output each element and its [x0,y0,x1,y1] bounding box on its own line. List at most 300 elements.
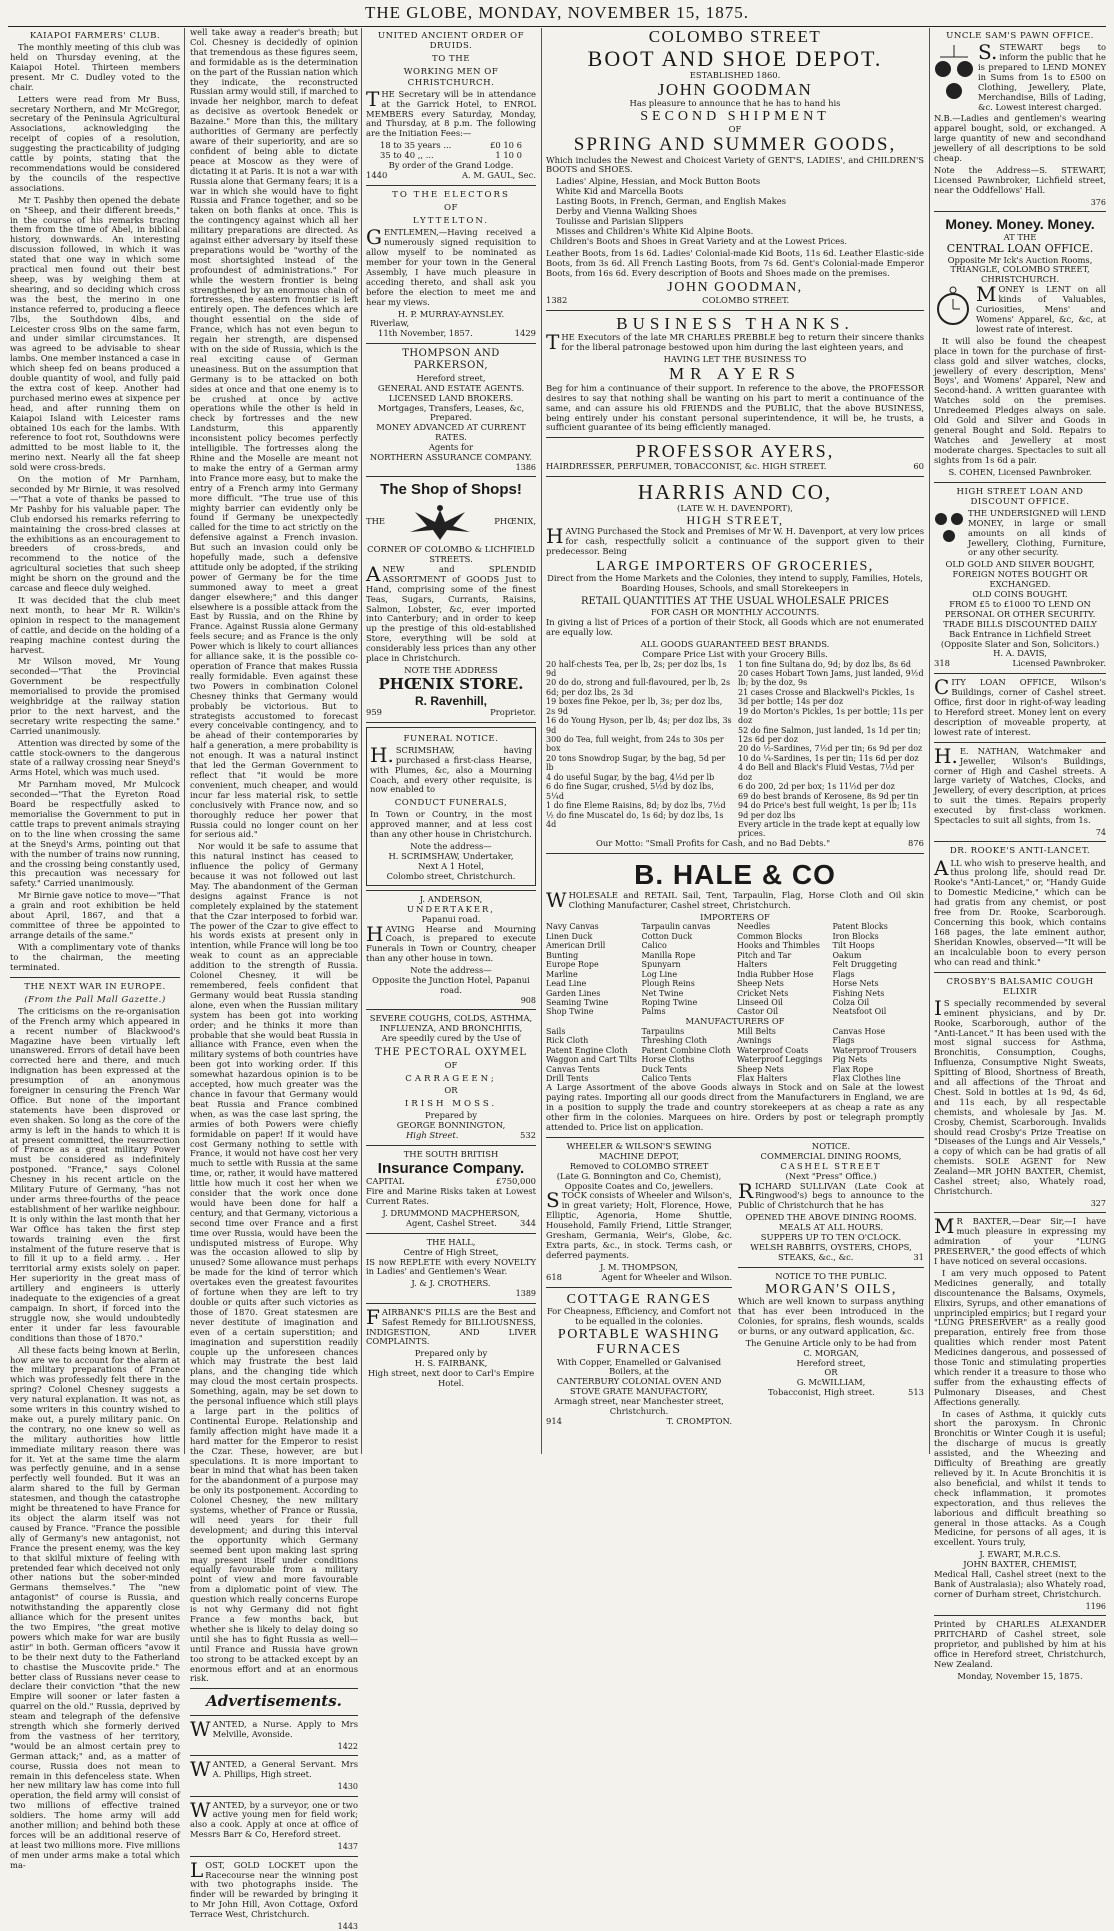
article-paragraph: Mr Birnie gave notice to move—"That a grain and root exhibition be held about April, 1867, and that a committee of three be appointed to arrange details of the same." [10,890,180,940]
article-paragraph: well take away a reader's breath; but Col. Chesney is decidedly of opinion that tremendous as these figures seem, and formidable as is the determination on the part of the Russian nation which they indicate, the reconstructed Russian army would still, if marched to invade her neighbor, march to defeat as decisive as overtook Benedek or Bazaine." More than this, the military authorities of Germany are perfectly aware of their superiority, and are so confident of being able to dictate peace at Moscow as they were of dictating it at Paris. It is not a war with Russia alone that Germany fears; it is a war in which she would have to fight Russia and France together, and so be taken on both flanks at once. This is the contingency against which all her military preparations are directed. As against either adversary by itself these preparations would be "worthy of the most shortsighted instead of the profoundest of administrations." For while the western frontier is being strengthened by an enormous chain of fortresses, the eastern frontier is left entirely open. The defences which are thought essential on the side of France, which has not even begun to regain her strength, are dispensed with on the side of Russia, which is the real exciting cause of German uneasiness. But on the assumption that Germany is to be attacked on both sides at once and that one enemy is to be crushed at once by active operations while the other is held in check by fortresses and the new Landsturm, this apparently inconsistent policy becomes perfectly intelligible. The fortresses along the Rhine and the Moselle are meant not to make the entry of a German army into France more easy, but to make the entry of a French army into Germany more difficult. "The true use of this mighty barrier can evidently only be found if Germany be unexpectedly called for the time to act strictly on the defensive against a French invasion. But such an invasion could only be hopefully made, such a defensive attitude only be adopted, if the striking power of Germany be for the time summoned away to meet a great danger elsewhere;" and this danger elsewhere is a possible attack from the East by Russia, and on the Rhine by France. Against Russia alone Germany feels secure; and as France is the only Power which is likely to court alliances for alliance sake, it is the possible co-operation of France that makes Russia really formidable. Even against these two Powers in combination Colonel Chesney thinks that Germany would probably be victorious. But to strategists accustomed to forecast every conceivable contingency, and to be ahead of their contemporaries by half a generation, a mere probability is not enough. It was a natural instinct that led the German Government to reflect that "it would be more convenient, much cheaper, and would incur far less material risk, to settle conclusively with France now, and so thoroughly reduce her power that Russia could no longer count on her for serious aid." [190,27,358,840]
hc-price-list [546,660,924,839]
price-item: 4 do Bell and Black's Fluid Vestas, 7½d per doz [738,763,915,782]
professor-ayers: PROFESSOR AYERS, [635,441,835,462]
cottage-sub: For Cheapness, Efficiency, and Comfort not to be equalled in the colonies. [546,1305,732,1326]
money-title: Money. Money. Money. [945,216,1095,233]
classified-ad: WANTED, by a surveyor, one or two active young men for field work; also a cook. Apply at once at office of Messrs Barr & Co, Hereford street. [190,1797,358,1840]
tp-line: MONEY ADVANCED AT CURRENT RATES. [376,422,526,443]
cottage-ranges: COTTAGE RANGES [566,1291,712,1307]
bh-manus-grid [546,1027,924,1084]
bt-name: MR AYERS [669,364,801,384]
ad-number: 1389 [515,1289,536,1299]
hall-sign: J. & J. CROTHERS. [411,1278,491,1289]
manufacture-item: Sails [546,1026,566,1036]
ad-number: 908 [520,995,536,1005]
ad-number: 1429 [514,328,536,339]
advertisements-title: Advertisements. [206,1692,342,1711]
notice-line: COMMERCIAL DINING ROOMS, [760,1150,902,1161]
price-item: 6 do 200, 2d per box; 1s 11½d per doz [738,782,895,792]
cs-item: Derby and Vienna Walking Shoes [556,206,697,217]
manufacture-item: Calico Tents [641,1073,692,1083]
price-item: 20 do ½-Sardines, 7½d per tin; 6s 9d per doz [738,744,923,754]
hs-line: H. A. DAVIS, [993,648,1047,659]
import-item: Felt Druggeting [832,960,898,970]
shop-note: NOTE THE ADDRESS [404,665,498,675]
druids-to: TO THE [431,54,470,65]
oxymel-irish-moss: IRISH MOSS. [404,1098,498,1109]
fairbank-prep: Prepared only by [414,1348,488,1359]
funeral-address: Next A 1 Hotel, [418,861,484,871]
pawn-balls-icon [934,43,974,105]
morgan-sign: G. McWILLIAM, [796,1377,866,1388]
shop-phoenix: PHŒNIX, [494,516,536,527]
notice-body: RICHARD SULLIVAN (Late Cook at Ringwood's) begs to announce to the Public of Christchurch that he has [738,1178,924,1211]
import-item: Tarpaulin canvas [641,922,711,932]
import-item: Castor Oil [737,1007,779,1017]
ad-number: 1386 [515,463,536,472]
bh-body: WHOLESALE and RETAIL Sail, Tent, Tarpaulin, Flag, Horse Cloth and Oil skin Clothing Manufacturer, Cashel street, Christchurch. [546,887,924,912]
money-line: CHRISTCHURCH. [980,274,1060,285]
import-item: Horse Nets [832,979,879,989]
cs-established: ESTABLISHED 1860. [689,69,781,80]
price-item: 19 boxes fine Pekoe, per lb, 3s; per doz lbs, 2s 9d [546,697,723,716]
druids-order: By order of the Grand Lodge. [388,160,514,171]
article-paragraph: Mr T. Pashby then opened the debate on "Sheep, and their different breeds," in the course of his remarks tracing them from the time of Abel, in biblical history, downwards. An interesting discussion followed, in which it was stated that one way in which some practical men found out their best sheep, was by weighing them at shearing, and so deciding which cross was the best, the merino in one instance referred to, producing a fleece 7lbs, the Southdown 4lbs, and Leicester cross 9lbs on the same farm, and under similar circumstances. It was agreed to be advisable to shear lambs. One member instanced a case in which sheep fed on beans produced a double quantity of wool, and fully paid the extra cost of keep. Another had purchased merino ewes at sixpence per head, and after running them on Kaiapoi Island with Leicester rams obtained 10s each for the lambs. With reference to foot rot, Southdowns were admitted to be most liable to it, the merino next. Nearly all the fat sheep sold were cross-breds. [10,194,180,473]
article-paragraph: Mr Parnham moved, Mr Mulcock seconded—"That the Eyreton Road Board be respectfully asked to memorialise the Government to put in cattle traps to prevent animals straying on to the line when crossing the same at the Sneyd's Arms, pointing out that with the number of trains now running, and the crossing being constantly used, this precaution was necessary for safety." Carried unanimously. [10,779,180,889]
section-divider [934,972,1106,973]
druids-body: THE Secretary will be in attendance at the Garrick Hotel, to ENROL MEMBERS every Saturday, Monday, and Thursday, at 8 p.m. The following are the Initiation Fees:— [366,86,536,139]
manufacture-item: Awnings [737,1036,772,1046]
oxymel-street: High Street. [406,1129,459,1140]
baxter-sign: JOHN BAXTER, CHEMIST, [963,1559,1077,1570]
notice-heading: NOTICE. [811,1140,851,1151]
import-item: Fishing Nets [832,988,885,998]
baxter-sign: J. EWART, M.R.C.S. [979,1549,1061,1560]
colombo-title: COLOMBO STREET [648,27,822,46]
notice-opened: OPENED THE ABOVE DINING ROOMS. [745,1212,917,1223]
import-item: Linen Duck [546,931,593,941]
cs-sub: Has pleasure to announce that he has to hand his [629,98,841,109]
funeral-box [366,727,536,886]
morgan-genuine: The Genuine Article only to be had from [745,1337,917,1348]
electors-date-2: 11th November, 1857. [378,328,473,339]
section-divider [738,1267,924,1268]
pa-sub: HAIRDRESSER, PERFUMER, TOBACCONIST, &c. HIGH STREET. [546,461,827,472]
notice-welsh: WELSH RABBITS, OYSTERS, CHOPS, [750,1241,912,1252]
ad-number: 327 [1090,1198,1106,1208]
import-item: Neatsfoot Oil [832,1007,887,1017]
fee-age: 18 to 35 years ... [380,140,452,151]
capital-amount: £750,000 [496,1176,536,1187]
morgan-heading: NOTICE TO THE PUBLIC. [775,1270,887,1281]
import-item: Seaming Twine [546,997,609,1007]
crosby-heading: CROSBY'S BALSAMIC COUGH ELIXIR [946,976,1094,997]
section-divider [366,1145,536,1146]
price-item: 19 do Morton's Pickles, 1s per bottle; 11s per doz [738,706,924,726]
ad-number: 1382 [546,294,568,305]
fairbank-addr: High street, next door to Carl's Empire Hotel. [367,1368,535,1389]
import-item: Net Twine [641,988,684,998]
section-divider [366,722,536,723]
insurance-addr: Agent, Cashel Street. [406,1217,497,1228]
funeral-body-2: In Town or Country, in the most approved manner, and at less cost than any other house in Christchurch. [370,809,532,840]
import-item: Patent Blocks [832,922,888,932]
section-divider [366,1303,536,1304]
import-item: Plough Reins [641,979,695,989]
article-paragraph: The criticisms on the re-organisation of the French army which appeared in a recent number of Blackwood's Magazine have been virtually left unanswered. Errors of detail have been corrected here and there, and much indignation has been expressed at the presumption of an anonymous foreigner in censuring the French War Office. But none of the important statements have been disproved or even shaken. So long as the core of the army is left in the hands to which it is at present committed, the resurrection of France as a great military Power must be considered as indefinitely postponed. "France," says Colonel Chesney in his recent article on the Military Future of Germany, "has not under arms three-fourths of the peace establishment of her warlike neighbour. It is only within the last month that her War Office has taken the first step towards training even the first instalment of the future reserve that is to fill it up to a field army. . . Her territorial army exists solely on paper. Her superiority in the great mass of artillery and engineers is utterly inadequate to the exigencies of a great campaign. In short, if forced into the struggle now, she would undoubtedly enter it under far less favourable conditions than those of 1870." [10,1005,180,1343]
section-divider [546,476,924,477]
section-divider [934,673,1106,674]
import-item: Oakum [832,950,862,960]
hc-body-2: Direct from the Home Markets and the Colonies, they intend to supply, Families, Hotels, Boarding Houses, Schools, and small Storekeepers in [547,573,923,594]
manufacture-item: Canvas Tents [546,1064,600,1074]
war-heading: THE NEXT WAR IN EUROPE. [24,981,166,992]
section-divider [10,977,180,978]
section-divider [190,1856,358,1857]
electors-town: LYTTELTON. [412,216,490,227]
manufacture-item: Duck Tents [641,1064,687,1074]
electors-date-1: Riverlaw, [370,318,410,329]
bh-imports-grid [546,922,924,1016]
uncle-heading: UNCLE SAM'S PAWN OFFICE. [946,31,1094,41]
shop-corner: CORNER OF COLOMBO & LICHFIELD STREETS. [367,544,535,565]
import-item: Shop Twine [546,1007,594,1017]
price-item: Every article in the trade kept at equally low prices. [738,819,920,839]
money-line: Opposite Mr Ick's Auction Rooms, [947,254,1093,265]
ad-number: 1430 [337,1782,358,1792]
oxymel-or: OR [444,1084,458,1095]
manufacture-item: Waterproof Trousers [832,1045,917,1055]
import-item: Manilla Rope [641,950,696,960]
article-paragraph: Attention was directed by some of the cattle stock-owners to the dangerous state of a railway crossing near Sneyd's Arms Hotel, which was much used. [10,737,180,778]
bh-body-2: A Large Assortment of the above Goods always in Stock and on Sale at the lowest paying rates. Importing all our goods direct from the Manufacturers in England, we are in a position to supply the trade and country storekeepers at as cheap a rate as any other firm in the colonies. Marquees on hire. Orders by post or telegraph promptly attended to. Price list on application. [546,1082,924,1132]
morgan-last: Tobacconist, High street. [768,1387,875,1398]
portable-body: With Copper, Enamelled or Galvanised Boilers, at the [556,1356,722,1377]
import-item: Tilt Hoops [832,941,875,951]
uncle-addr: Note the Address—S. STEWART, Licensed Pawnbroker, Lichfield street, near the Oddfellows' Hall. [934,165,1106,195]
shop-of-shops: The Shop of Shops! [380,481,522,499]
hall-title: THE HALL, [426,1236,476,1247]
import-item: Linseed Oil [737,997,783,1007]
ad-number: 31 [913,1251,924,1262]
section-divider [190,1796,358,1797]
section-divider [934,482,1106,483]
manufacture-item: Flax Halters [737,1073,788,1083]
bh-manufacturers: MANUFACTURERS OF [685,1015,785,1026]
morgan-sign: OR [824,1367,838,1378]
baxter-body: MR BAXTER,—Dear Sir,—I have much pleasure in expressing my admiration of your "LUNG PRESERVER," the good effects of which I have noticed on several occasions. [934,1214,1106,1266]
cs-item: Lasting Boots, in French, German, and English Makes [556,196,787,207]
manufacture-item: Drill Tents [546,1073,589,1083]
portable-furnaces: FURNACES [596,1342,682,1358]
portable-washing: PORTABLE WASHING [557,1326,721,1342]
city-body: CITY LOAN OFFICE, Wilson's Buildings, corner of Cashel street. Office, first door in right-of-way leading to Hereford street. Money lent on every description of moveable property, at lowest rate of interest. [934,675,1106,737]
cs-item: Children's Boots and Shoes in Great Variety and at the Lowest Prices. [550,235,848,246]
manufacture-item: Pig Nets [832,1055,868,1065]
money-at: AT THE [1003,231,1037,242]
classified-ad: WANTED, a General Servant. Mrs A. Phillips, High street. [190,1757,358,1782]
notice-meals: MEALS AT ALL HOURS. [778,1222,883,1233]
import-item: Bunting [546,950,579,960]
price-item: 21 cases Crosse and Blackwell's Pickles, 1s 3d per bottle; 14s per doz [738,687,915,707]
hs-line: TRADE BILLS DISCOUNTED DAILY [943,618,1097,629]
ad-number: 876 [908,837,924,848]
ad-number: 344 [520,1217,536,1228]
anderson-body: HAVING Hearse and Mourning Coach, is prepared to execute Funerals in Town or Country, cheaper than any other house in town. [366,921,536,964]
fee-amount: £0 10 6 [490,140,522,151]
article-paragraph: Mr Wilson moved, Mr Young seconded—"That the Provincial Government be respectfully memorialised to provide the promised weighbridge at the railway station prior to the next harvest, and the secretary write respecting the same." Carried unanimously. [10,656,180,736]
electors-sign: H. P. MURRAY-AYNSLEY. [397,308,505,319]
price-item: 52 do fine Salmon, just landed, 1s 1d per tin; 12s 6d per doz [738,725,921,744]
ad-number: 618 [546,1271,562,1282]
column-rule [184,28,185,1454]
import-item: Spunyarn [641,960,681,970]
money-sign: S. COHEN, Licensed Pawnbroker. [948,466,1092,477]
shop-the: THE [366,516,386,527]
hs-line: FROM £5 to £1000 TO LEND ON PERSONAL OR OTHER SECURITY. [944,598,1096,619]
ww-agent: Agent for Wheeler and Wilson. [601,1271,732,1282]
imprint-date: Monday, November 15, 1875. [957,1670,1083,1681]
insurance-body: Fire and Marine Risks taken at Lowest Current Rates. [366,1186,536,1207]
column-5 [930,28,1110,1681]
ww-line: (Late G. Bonnington and Co, Chemist), [556,1170,722,1181]
fee-age: 35 to 40 ,, ... [380,150,434,161]
ad-number: 1196 [1085,1601,1106,1611]
watch-icon [934,285,972,327]
funeral-address: Colombo street, Christchurch. [386,870,516,881]
oxymel-of: OF [444,1059,458,1070]
cs-item: Misses and Children's White Kid Alpine Boots. [556,225,754,236]
ww-title: WHEELER & WILSON'S SEWING MACHINE DEPOT, [566,1140,712,1161]
masthead-rule [8,26,1106,27]
section-divider [934,742,1106,743]
cs-sign-street: COLOMBO STREET. [702,294,790,305]
uncle-body: S.STEWART begs to inform the public that he is prepared to LEND MONEY in Sums from 1s to £500 on Clothing, Jewellery, Plate, Merchandise, Bills of Lading, &c. Lowest interest charged. [978,40,1106,112]
thompson-parkerson: THOMPSON AND PARKERSON, [402,348,500,372]
import-item: Log Line [641,969,678,979]
hc-retail: RETAIL QUANTITIES AT THE USUAL WHOLESALE PRICES [581,596,889,608]
insurance-title: Insurance Company. [377,1159,525,1177]
cs-item: Ladies' Alpine, Hessian, and Mock Button Boots [556,176,761,187]
section-divider [366,476,536,477]
article-paragraph: With a complimentary vote of thanks to the chairman, the meeting terminated. [10,941,180,972]
section-divider [190,1688,358,1689]
hs-sign: Licensed Pawnbroker. [1012,658,1106,669]
imprint: Printed by CHARLES ALEXANDER PRITCHARD of Cashel street, sole proprietor, and published by him at his office in Hereford street, Christchurch, New Zealand. [934,1619,1106,1669]
hc-late: (LATE W. H. DAVENPORT), [677,503,793,514]
baxter-body-2: I am very much opposed to Patent Medicines generally, and totally discountenance the Balsams, Oxymels, Elixirs, Syrups, and other emanations of unprincipled empirics; but I regard your "LUNG PRESERVER" as a really good preparation, entirely free from those qualities which render most Patent Medicines dangerous, and possessed of those Tonic and stimulating properties which render it a treasure to those who suffer from the exhausting effects of Pulmonary Diseases, and Chest Affections generally. [934,1267,1106,1407]
hs-line: OLD GOLD AND SILVER BOUGHT, FOREIGN NOTES BOUGHT OR EXCHANGED. [945,559,1095,590]
hc-all: ALL GOODS GUARANTEED BEST BRANDS. [640,638,830,649]
hall-body: IS now REPLETE with every NOVELTY in Ladies' and Gentlemen's Wear. [366,1256,536,1277]
uncle-nb: N.B.—Ladies and gentlemen's wearing apparel bought, sold, or exchanged. A large quantity of new and secondhand jewellery of all descriptions to be sold cheap. [934,113,1106,164]
manufacture-item: Canvas Hose [832,1026,886,1036]
harris-title: HARRIS AND CO, [637,480,833,505]
funeral-address: H. SCRIMSHAW, Undertaker, [388,851,514,862]
column-1 [6,28,184,1870]
hc-body-3: In giving a list of Prices of a portion of their Stock, all Goods which are not enumerated are equally low. [546,616,924,637]
money-central: CENTRAL LOAN OFFICE. [946,241,1094,255]
import-item: Navy Canvas [546,922,599,932]
section-divider [190,1755,358,1756]
cs-name: JOHN GOODMAN [657,79,813,99]
funeral-address: Note the address— [410,841,492,852]
ww-line: Removed to COLOMBO STREET [569,1160,709,1171]
hc-motto: Our Motto: "Small Profits for Cash, and no Bad Debts." [596,837,831,848]
price-item: 300 do Tea, full weight, from 24s to 30s per box [546,735,724,754]
price-item: 1 ton fine Sultana do, 9d; by doz lbs, 8s 6d [738,659,911,669]
druids-working-men: WORKING MEN OF CHRISTCHURCH. [403,67,499,88]
notice-line: (Next "Press" Office.) [785,1170,877,1181]
manufacture-item: Rick Cloth [546,1036,589,1046]
price-item: 20 cases Hobart Town Jams, just landed, 9½d lb; by the doz, 9s [738,668,924,688]
hc-large: LARGE IMPORTERS OF GROCERIES, [596,558,874,574]
ww-line: Opposite Coates and Co, jewellers. [564,1180,714,1191]
fairbank-body: FAIRBANK'S PILLS are the Best and Safest Remedy for BILLIOUSNESS, INDIGESTION, AND LIVER COMPLAINTS. [366,1304,536,1347]
manufacture-item: Sheep Nets [737,1064,784,1074]
hc-cash: FOR CASH OR MONTHLY ACCOUNTS. [650,606,820,617]
boot-shoe-depot: BOOT AND SHOE DEPOT. [587,45,883,71]
section-divider [366,890,536,891]
ad-number: 376 [1090,197,1106,207]
electors-heading: TO THE ELECTORS [392,189,510,200]
capital-label: CAPITAL [366,1176,405,1187]
morgan-sign: Hereford street, [796,1357,866,1368]
hale-title: B. HALE & CO [634,858,836,890]
tp-line: GENERAL AND ESTATE AGENTS. [377,382,525,393]
portable-sign: T. CROMPTON. [666,1416,732,1427]
druids-heading: UNITED ANCIENT ORDER OF DRUIDS. [377,31,525,52]
import-item: Needles [737,922,770,932]
cs-body: Which includes the Newest and Choicest Variety of GENT'S, LADIES', and CHILDREN'S BOOTS and SHOES. [546,154,924,175]
import-item: Pitch and Tar [737,950,792,960]
ad-number: 1437 [337,1842,358,1852]
morgan-title: MORGAN'S OILS, [765,1281,897,1297]
article-paragraph: All these facts being known at Berlin, how are we to account for the alarm at the military preparations of France which was professedly felt there in the spring? Colonel Chesney suggests a very natural explanation. It was not, as some writers in this country wished to make out, a purely military panic. On the contrary, no one knew so well as the military authorities how little immediate military reason there was for it. Yet at the same time the alarm was perfectly genuine, and in a sense perfectly well founded. But it was an alarm shared to the full by German statesmen, and though the catastrophe might be threatened to have France for its object the alarm itself was not caused by France. "France the possible ally of Germany's new antagonist, not France the present enemy, was the key to that skilful mixture of feeling with pretended fear which deceived not only other nations but the sober-minded Germans themselves." The "new antagonist" of course is Russia, and notwithstanding the apparently close alliance which for the present unites the two Empires, "the great motive powers which make for war are busily astir" in both. German officers "avow it to be their next duty to the Fatherland to chastise the Muscovite pride." The better class of Russians never cease to declare their conviction "that the new Empire will sooner or later fasten a quarrel on the old." Russia, deprived by steam and telegraph of the defensive strength which she formerly derived from the vastness of her territory, "would be an almost certain prey to German attack;" and, as a matter of course, Russia does not mean to remain in this defenceless state. When her new military law has come into full operation, the field army will consist of two millions of effective trained soldiers. The home army will add another million; and behind both these forces will be an additional reserve of at least two millions more. Five millions of men under arms make a total which ma- [10,1344,180,1870]
kaiapoi-heading: KAIAPOI FARMERS' CLUB. [29,31,161,41]
classified-ad: LOST, GOLD LOCKET upon the Racecourse near the winning post with two photographs inside. The finder will be rewarded by bringing it to Mr John Hill, Avon Cottage, Oxford Terrace West, Christchurch. [190,1857,358,1920]
article-paragraph: On the motion of Mr Parnham, seconded by Mr Birnie, it was resolved—"That a vote of thanks be passed to Mr Pashby for his valuable paper. The Club endorsed his remarks referring to maintaining the cross-bred classes at the exhibitions as an encouragement to breeders of cross-breds, and recommend to the notice of the agricultural societies that such sheep might be shorn on the ground and the carcase and fleece duly weighed. [10,474,180,594]
ad-number: 1443 [337,1922,358,1931]
nathan-body: H.E. NATHAN, Watchmaker and Jeweller, Wilson's Buildings, corner of High and Cashel streets. A large variety of Watches, Clocks, and Jewellery, of every description, at prices to suit the times. Repairs properly executed by first-class workmen. Spectacles to suit all sights, from 1s. [934,743,1106,826]
price-item: 94 do Price's best full weight, 1s per lb; 11s 9d per doz lbs [738,801,917,820]
ad-number: 318 [934,658,950,669]
import-item: Iron Blocks [832,931,879,941]
hc-compare: Compare Price List with your Grocery Bills. [642,648,828,659]
oxymel-carrageen: CARRAGEEN; [405,1073,497,1084]
baxter-body-3: In cases of Asthma, it quickly cuts short the paroxysm. In Chronic Bronchitis or Winter Cough it is useful; the discharge of mucus is greatly assisted, and the Wheezing and Difficulty of Breathing are greatly relieved by it. In Acute Bronchitis it is also beneficial, and whilst it tends to check inflammation, it promotes expectoration, and thus relieves the laborious and difficult breathing so general in those attacks. As a Cough Medicine, for persons of all ages, it is excellent. Yours truly, [934,1408,1106,1548]
hc-street: HIGH STREET, [686,513,784,528]
section-divider [546,853,924,854]
import-item: Common Blocks [737,931,803,941]
import-item: Garden Lines [546,988,601,998]
section-divider [934,841,1106,842]
cs-second-shipment: SECOND SHIPMENT [640,109,830,125]
tp-line: Mortgages, Transfers, Leases, &c, Prepared. [377,402,525,423]
section-divider [934,1212,1106,1213]
oxymel-title: THE PECTORAL OXYMEL [375,1047,527,1059]
price-item: 4 do useful Sugar, by the bag, 4½d per lb [546,772,715,782]
section-divider [366,1233,536,1234]
manufacture-item: Patent Combine Cloth [641,1045,731,1055]
manufacture-item: Waterproof Leggings [737,1055,823,1065]
funeral-heading: FUNERAL NOTICE. [403,733,499,744]
portable-addr: Armagh street, near Manchester street, Christchurch. [554,1396,724,1417]
coughs-heading: SEVERE COUGHS, COLDS, ASTHMA, INFLUENZA, AND BRONCHITIS, [369,1013,533,1034]
column-4 [542,28,928,1454]
cs-item: White Kid and Marcella Boots [556,186,684,197]
import-item: Cotton Duck [641,931,693,941]
anderson-role: UNDERTAKER, [407,903,495,914]
section-divider [546,437,924,438]
manufacture-item: Flags [832,1036,855,1046]
section-divider [934,211,1106,212]
section-divider [546,1287,732,1288]
manufacture-item: Flax Clothes line [832,1073,901,1083]
money-body: MONEY is LENT on all kinds of Valuables, Curiosities, Mens' and Womens' Apparel, &c, &c, at lowest rate of interest. [976,282,1106,334]
column-3 [362,28,540,1454]
notice-suppers: SUPPERS UP TO TEN O'CLOCK. [760,1232,902,1243]
price-item: 1 do fine Eleme Raisins, 8d; by doz lbs, 7½d [546,801,726,811]
article-paragraph: Nor would it be safe to assume that this natural instinct has ceased to influence the policy of Germany because it was not followed out last May. The abandonment of the German designs against France is not completely explained by the statement that the Czar interposed to forbid war. The power of the Czar to give effect to his words exists at present only in intention, while France will long be too weak to count as an appreciable addition to the strength of Russia. Colonel Chesney, it will be remembered, feels confident that Germany would beat Russia standing alone, even when the Russian military system has been got into working order; and he thinks it more than probable that she would beat Russia in alliance with France, even when the military systems of both countries have been got into working order. If this somewhat hazardous opinion is to be accepted, how much greater was the chance in favour that Germany would beat Russia and France combined when, as was the case last spring, the armies of both Powers were chiefly formidable on paper! If it would have cost Germany nothing to settle with France, it would not have cost her very much to settle with Russia at the same time, or, rather, it would have mattered little how much it cost her when we consider that the work once done would have been done for half a century, and that Germany, victorious a second time over France and a first time over Russia, would have been the undisputed mistress of Europe. Why was the occasion allowed to slip by unused? Some allowance must perhaps be made for the kind of terror which overtakes even the greatest favourites of fortune when they are left to try double or quits after such victories as those of 1870. Great statesmen are never destitute of imagination and even of a certain superstition; and imagination and superstition readily couple up the unforeseen chances which may frustrate the best laid plans, and the changing tide which may cloud the most certain prospects. Something, again, may be set down to the personal influence which still plays a large part in the politics of Continental Europe. Relationship and family affection might have made it a hard matter for the Emperor to resist the Czar. These, however, are but speculations. It is more important to bear in mind that what has been taken for the abandonment of a purpose may be only its postponement. According to Colonel Chesney, the new military systems, whether of France or Russia, will need years for their full development; and during this interval the opportunity which Germany seemed bent upon making last spring may present itself under conditions equally favourable from a military point of view and more favourable from a diplomatic point of view. The question which really concerns Europe is not why Germany did not fight France a few months back, but whether she is likely to delay doing so until she has to fight Russia as well—until France and Russia have grown too strong to be attacked except by an enormous effort and at an enormous risk. [190,841,358,1684]
fairbank-name: H. S. FAIRBANK, [414,1358,488,1369]
funeral-conduct: CONDUCT FUNERALS, [394,798,508,809]
tp-line: NORTHERN ASSURANCE COMPANY. [369,452,533,463]
manufacture-item: Mill Belts [737,1026,776,1036]
section-divider [366,1009,536,1010]
oxymel-maker: GEORGE BONNINGTON, [396,1119,506,1130]
manufacture-item: Waterproof Coats [737,1045,809,1055]
tp-line: Agents for [428,442,474,453]
rooke-heading: DR. ROOKE'S ANTI-LANCET. [949,846,1091,857]
manufacture-item: Flax Rope [832,1064,874,1074]
cs-sign: JOHN GOODMAN, [667,280,803,296]
manufacture-item: Threshing Cloth [641,1036,708,1046]
cs-body-2: Leather Boots, from 1s 6d. Ladies' Colonial-made Kid Boots, 11s 6d. Leather Elastic-side Boots, from 3s 6d. All French Lasting Boots, from 7s 6d. Gent's Colonial-made Emperor Boots, from 16s 6d. Every description of Boots and Shoes made on the premises. [546,247,924,278]
fee-amount: 1 10 0 [495,150,522,161]
druids-sign [366,171,536,181]
anderson-address: Opposite the Junction Hotel, Papanui road. [372,975,530,995]
manufacture-item: Tarpaulins [641,1026,685,1036]
price-item: 20 half-chests Tea, per lb, 2s; per doz lbs, 1s 9d [546,659,727,678]
funeral-body: H.SCRIMSHAW, having purchased a first-class Hearse, with Plumes, &c, also a Mourning Coach, and every other requisite, is now enabled to [370,742,532,795]
import-item: Sheep Nets [737,979,784,989]
price-item: 20 tons Snowdrop Sugar, by the bag, 5d per lb [546,753,726,773]
electors-body: GENTLEMEN,—Having received a numerously signed requisition to allow myself to be nominated as member for your town in the General Assembly, I have much pleasure in acceding thereto, and shall ask you before the election to meet me and hear my views. [366,225,536,307]
ww-body: STOCK consists of Wheeler and Wilson's, in great variety; Holt, Florence, Howe, Elliptic, Agenoria, Home Shuttle, Household, Family Friend, Little Stranger, Gresham, Germania, Weir's, Globe, &c. Extra parts, &c., in stock. Terms cash, or deferred payments. [546,1188,732,1260]
manufacture-item: Horse Cloths [641,1055,695,1065]
hs-body: THE UNDERSIGNED will LEND MONEY, in large or small amounts on all kinds of Jewellery, Clothing, Furniture, or any other security. [968,507,1106,558]
crosby-body: IS specially recommended by several eminent physicians, and by Dr. Rooke, Scarborough, author of the "Anti-Lancet." It has been used with the most signal success for Asthma, Bronchitis, Consumption, Coughs, Influenza, Consumptive Night Sweats, Spitting of Blood, Shortness of Breath, and all affections of the Throat and Chest. Sold in bottles at 1s 9d, 4s 6d, and 11s each, by all respectable chemists, and wholesale by Jas. M. Crosby, Chemist, Scarborough. Invalids should read Crosby's Prize Treatise on "Diseases of the Lungs and Air Vessels," a copy of which can be had gratis of all chemists. SOLE AGENT for New Zealand—MR JOHN BAXTER, Chemist, Cashel street; also, Whately road, Christchurch. [934,995,1106,1197]
bh-importers: IMPORTERS OF [700,911,770,922]
section-divider [366,343,536,344]
article-paragraph: The monthly meeting of this club was held on Thursday evening, at the Kaiapoi Hotel. Thirteen members present. Mr C. Dudley voted to the chair. [10,42,180,92]
import-item: Colza Oil [832,997,870,1007]
coughs-sub: Are speedily cured by the Use of [381,1033,521,1044]
ad-number: 60 [913,461,924,472]
money-body-2: It will also be found the cheapest place in town for the purchase of first-class gold and silver watches, clocks, jewellery of every description, Mens' Boys', and Womens' Apparel, New and Second-hand. A written guarantee with Watches sold on the premises. Unredeemed Pledges always on sale. Old Gold and Silver and Goods in general Bought and Sold. Repairs to Watches and Jewellery at most moderate charges. Spectacles to suit all sights from 1s 6d a pair. [934,335,1106,465]
ad-number: 532 [520,1129,536,1140]
import-item: American Drill [546,941,606,951]
bt-let: HAVING LET THE BUSINESS TO [663,354,807,365]
oxymel-prepared: Prepared by [424,1109,478,1120]
phoenix-store: PHŒNIX STORE. [378,674,524,693]
price-item: 69 do best brands of Kerosene, 8s 9d per tin [738,791,919,801]
portable-co: CANTERBURY COLONIAL OVEN AND STOVE GRATE MANUFACTORY, [556,1376,722,1397]
notice-line: CASHEL STREET [780,1160,882,1171]
section-divider [190,1715,358,1716]
price-item: 6 do fine Sugar, crushed, 5½d by doz lbs, 5¼d [546,782,714,801]
